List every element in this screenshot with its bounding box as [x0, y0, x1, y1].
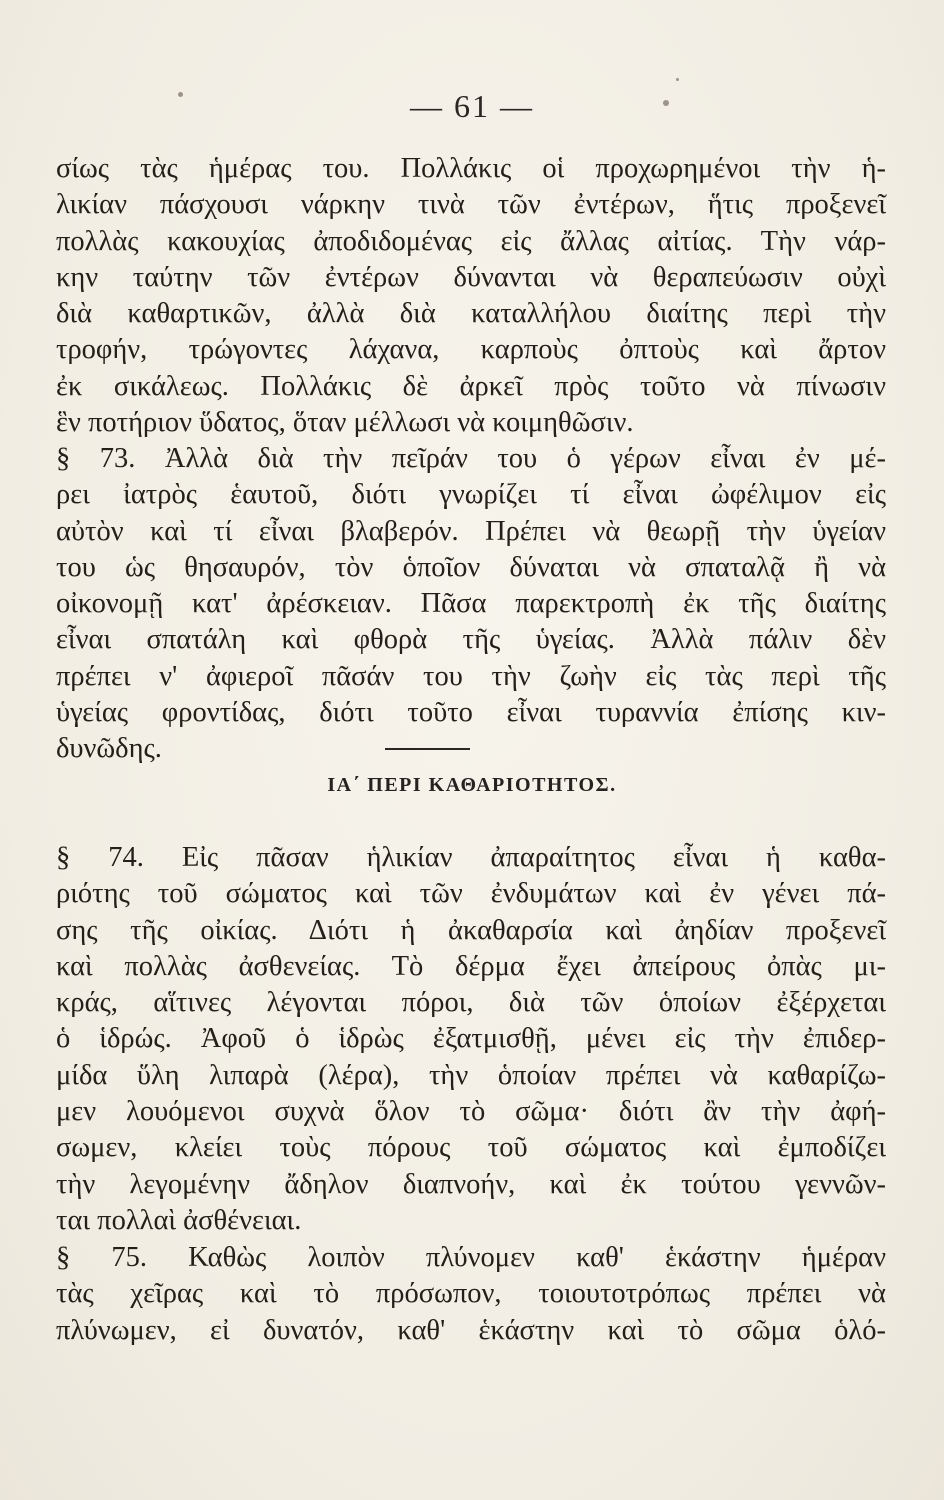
text-line: τροφήν, τρώγοντες λάχανα, καρποὺς ὀπτοὺς καὶ ἄρτον	[56, 334, 886, 366]
text-line: § 73. Ἀλλὰ διὰ τὴν πεῖράν του ὁ γέρων εἶναι ἐν μέ-	[56, 443, 886, 474]
text-line: μίδα ὕλη λιπαρὰ (λέρα), τὴν ὁποίαν πρέπει νὰ καθαρίζω-	[56, 1059, 886, 1091]
text-line: ἓν ποτήριον ὕδατος, ὅταν μέλλωσι νὰ κοιμηθῶσιν.	[56, 407, 634, 439]
text-line: καὶ πολλὰς ἀσθενείας. Τὸ δέρμα ἔχει ἀπείρους ὀπὰς μι-	[56, 950, 886, 982]
text-line: ἐκ σικάλεως. Πολλάκις δὲ ἀρκεῖ πρὸς τοῦτο νὰ πίνωσιν	[56, 370, 886, 402]
text-line: αὐτὸν καὶ τί εἶναι βλαβερόν. Πρέπει νὰ θεωρῇ τὴν ὑγείαν	[56, 515, 886, 547]
paragraph-74	[56, 840, 886, 1239]
text-line: σης τῆς οἰκίας. Διότι ἡ ἀκαθαρσία καὶ ἀηδίαν προξενεῖ	[56, 914, 886, 946]
page-number: — 61 —	[410, 88, 534, 124]
section-divider	[385, 748, 470, 750]
text-line: κην ταύτην τῶν ἐντέρων δύνανται νὰ θεραπεύωσιν οὐχὶ	[56, 261, 886, 293]
text-line: ὁ ἱδρώς. Ἀφοῦ ὁ ἱδρὼς ἐξατμισθῇ, μένει εἰς τὴν ἐπιδερ-	[56, 1023, 886, 1055]
text-line: σίως τὰς ἡμέρας του. Πολλάκις οἱ προχωρημένοι τὴν ἡ-	[56, 153, 886, 184]
text-line: μεν λουόμενοι συχνὰ ὅλον τὸ σῶμα· διότι ἂν τὴν ἀφή-	[56, 1096, 886, 1128]
text-line: πολλὰς κακουχίας ἀποδιδομένας εἰς ἄλλας αἰτίας. Τὴν νάρ-	[56, 225, 886, 257]
text-line: ρει ἰατρὸς ἑαυτοῦ, διότι γνωρίζει τί εἶναι ὠφέλιμον εἰς	[56, 479, 886, 511]
text-line: τὴν λεγομένην ἄδηλον διαπνοήν, καὶ ἐκ τούτου γεννῶν-	[56, 1168, 886, 1200]
paragraph-75	[56, 1240, 886, 1349]
ink-speck	[676, 78, 679, 81]
text-line: πλύνωμεν, εἰ δυνατόν, καθ' ἑκάστην καὶ τὸ σῶμα ὁλό-	[56, 1314, 886, 1346]
text-line: του ὡς θησαυρόν, τὸν ὁποῖον δύναται νὰ σπαταλᾷ ἢ νὰ	[56, 551, 886, 583]
text-line: ται πολλαὶ ἀσθένειαι.	[56, 1204, 302, 1236]
text-line: πρέπει ν' ἀφιεροῖ πᾶσάν του τὴν ζωὴν εἰς τὰς περὶ τῆς	[56, 660, 886, 692]
section-heading: ΙΑ΄ ΠΕΡΙ ΚΑΘΑΡΙΟΤΗΤΟΣ.	[327, 774, 617, 796]
text-line: κράς, αἵτινες λέγονται πόροι, διὰ τῶν ὁποίων ἐξέρχεται	[56, 987, 886, 1019]
text-line: οἰκονομῇ κατ' ἀρέσκειαν. Πᾶσα παρεκτροπὴ ἐκ τῆς διαίτης	[56, 588, 886, 620]
text-line: σωμεν, κλείει τοὺς πόρους τοῦ σώματος καὶ ἐμποδίζει	[56, 1132, 886, 1164]
paragraph-continuation	[56, 151, 886, 441]
text-line: δυνῶδης.	[56, 733, 162, 765]
text-line: διὰ καθαρτικῶν, ἀλλὰ διὰ καταλλήλου διαίτης περὶ τὴν	[56, 298, 886, 330]
text-line: § 74. Εἰς πᾶσαν ἡλικίαν ἀπαραίτητος εἶναι ἡ καθα-	[56, 842, 886, 873]
text-line: ὑγείας φροντίδας, διότι τοῦτο εἶναι τυραννία ἐπίσης κιν-	[56, 697, 886, 729]
text-line: τὰς χεῖρας καὶ τὸ πρόσωπον, τοιουτοτρόπως πρέπει νὰ	[56, 1278, 886, 1310]
text-line: εἶναι σπατάλη καὶ φθορὰ τῆς ὑγείας. Ἀλλὰ πάλιν δὲν	[56, 624, 886, 656]
text-line: ριότης τοῦ σώματος καὶ τῶν ἐνδυμάτων καὶ ἐν γένει πά-	[56, 878, 886, 910]
paragraph-73	[56, 441, 886, 768]
text-line: § 75. Καθὼς λοιπὸν πλύνομεν καθ' ἑκάστην ἡμέραν	[56, 1242, 886, 1273]
text-line: λικίαν πάσχουσι νάρκην τινὰ τῶν ἐντέρων, ἥτις προξενεῖ	[56, 189, 886, 221]
